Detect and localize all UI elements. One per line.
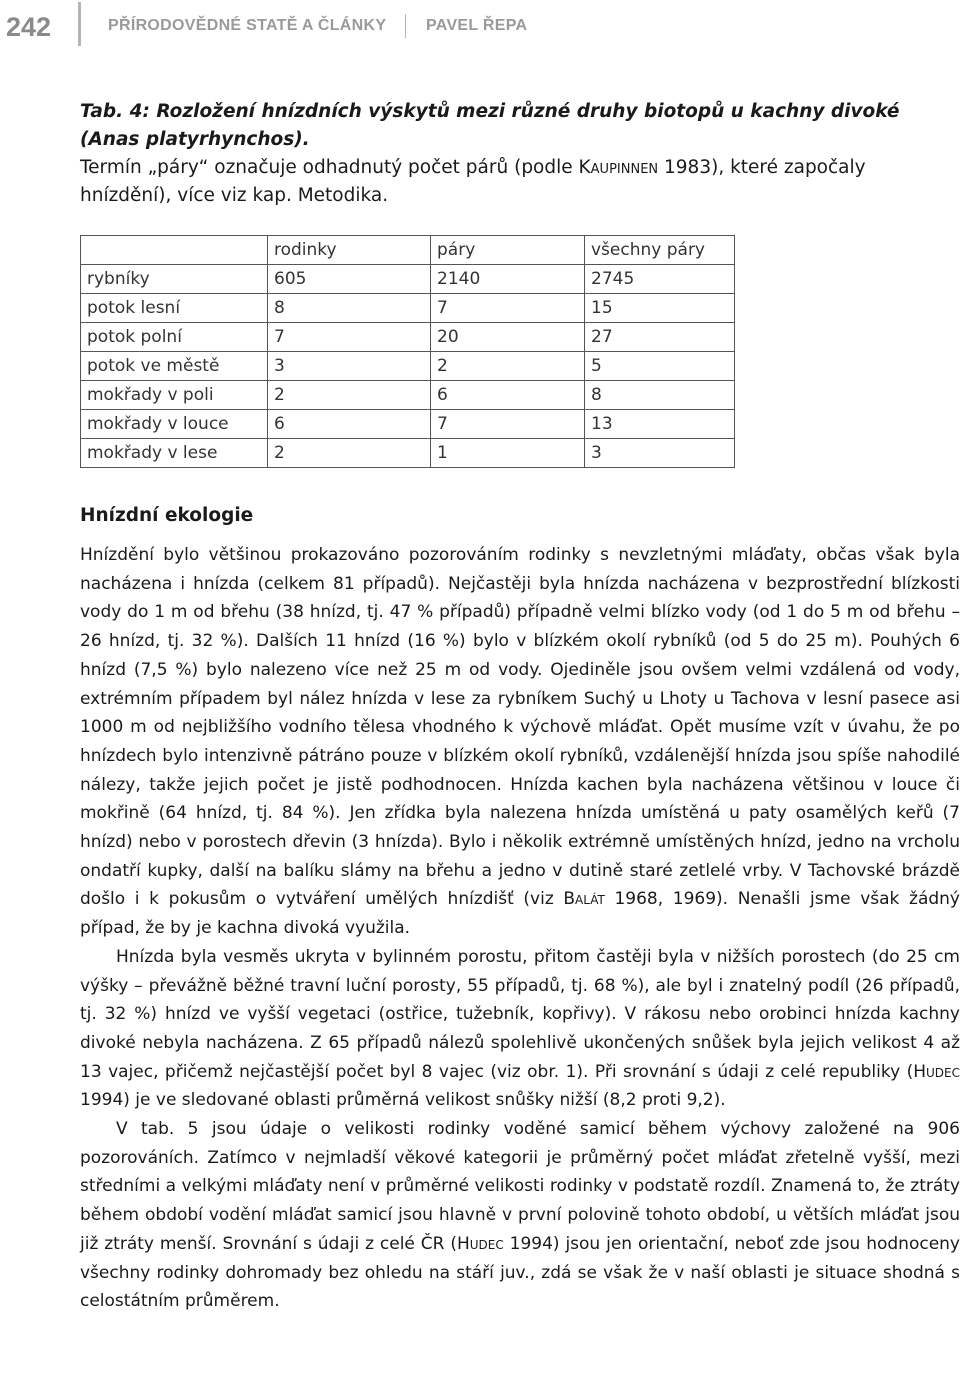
biotope-table bbox=[80, 235, 735, 468]
table-cell: 6 bbox=[268, 410, 431, 439]
table-cell: mokřady v louce bbox=[81, 410, 268, 439]
caption-note-text-end: 1983), které započaly hnízdění), více viz kap. Metodika. bbox=[80, 157, 866, 206]
paragraph bbox=[80, 1115, 960, 1316]
table-cell: 2745 bbox=[585, 265, 735, 294]
caption-title bbox=[80, 98, 960, 154]
table-cell: 27 bbox=[585, 323, 735, 352]
author-name: PAVEL ŘEPA bbox=[426, 17, 528, 34]
table-cell: 2 bbox=[431, 352, 585, 381]
table-header-cell: všechny páry bbox=[585, 236, 735, 265]
table-cell: 13 bbox=[585, 410, 735, 439]
body-text bbox=[80, 541, 960, 1316]
table-row bbox=[81, 352, 735, 381]
table-header-row bbox=[81, 236, 735, 265]
table-cell: potok ve městě bbox=[81, 352, 268, 381]
table-row bbox=[81, 265, 735, 294]
citation-author: Balát bbox=[563, 889, 605, 910]
table-row bbox=[81, 439, 735, 468]
table-cell: potok polní bbox=[81, 323, 268, 352]
table-cell: potok lesní bbox=[81, 294, 268, 323]
paragraph bbox=[80, 541, 960, 943]
caption-note-author: Kaupinnen bbox=[578, 157, 659, 178]
table-cell: 2140 bbox=[431, 265, 585, 294]
table-cell: 8 bbox=[268, 294, 431, 323]
table-cell: 1 bbox=[431, 439, 585, 468]
table-cell: 3 bbox=[268, 352, 431, 381]
table-row bbox=[81, 294, 735, 323]
section-title: PŘÍRODOVĚDNÉ STATĚ A ČLÁNKY bbox=[108, 17, 387, 34]
caption-note-text: Termín „páry“ označuje odhadnutý počet párů (podle bbox=[80, 157, 579, 178]
citation-author: Hudec bbox=[913, 1061, 960, 1082]
table-cell: 7 bbox=[431, 294, 585, 323]
paragraph-text: 1994) jsou jen orientační, neboť zde jsou hodnoceny všechny rodinky dohromady bez ohledu na stáří juv., zdá se však že v naší oblasti je situace shodná s celostátním průměrem. bbox=[80, 1233, 960, 1312]
caption-title-line2: (Anas platyrhynchos). bbox=[80, 129, 310, 150]
table-cell: 7 bbox=[268, 323, 431, 352]
table-header-cell: páry bbox=[431, 236, 585, 265]
table-cell: 20 bbox=[431, 323, 585, 352]
paragraph-text: 1968, 1969). Nenašli jsme však žádný případ, že by je kachna divoká využila. bbox=[80, 889, 960, 939]
table-row bbox=[81, 323, 735, 352]
table-cell: 15 bbox=[585, 294, 735, 323]
paragraph-text: 1994) je ve sledované oblasti průměrná velikost snůšky nižší (8,2 proti 9,2). bbox=[80, 1090, 726, 1111]
paragraph-text: V tab. 5 jsou údaje o velikosti rodinky voděné samicí během výchovy založené na 906 pozorováních. Zatímco v nejmladší věkové kategorii je průměrný počet mláďat zřetelně vyšší, mezi středními a velkými mláďaty není v průměrné velikosti rodinky v podstatě rozdíl. Znamená to, že ztráty během období vodění mláďat samicí jsou hlavně v první polovině tohoto období, u větších mláďat jsou již ztráty menší. Srovnání s údaji z celé ČR ( bbox=[80, 1119, 960, 1254]
table-cell: rybníky bbox=[81, 265, 268, 294]
running-header bbox=[0, 0, 960, 54]
table-row bbox=[81, 410, 735, 439]
table-cell: mokřady v lese bbox=[81, 439, 268, 468]
table-header-cell bbox=[81, 236, 268, 265]
table-cell: 8 bbox=[585, 381, 735, 410]
table-caption bbox=[80, 98, 960, 210]
table-cell: 605 bbox=[268, 265, 431, 294]
table-cell: 2 bbox=[268, 381, 431, 410]
paragraph-text: Hnízda byla vesměs ukryta v bylinném porostu, přitom častěji byla v nižších porostech (do 25 cm výšky – převážně běžné travní luční porosty, 55 případů, tj. 68 %), ale byl i znatelný podíl (26 případů, tj. 32 %) hnízd ve vyšší vegetaci (ostřice, tužebník, kopřivy). V rákosu nebo orobinci hnízda kachny divoké nebyla nacházena. Z 65 případů nálezů spolehlivě ukončených snůšek byla jejich velikost 4 až 13 vajec, přičemž nejčastější počet byl 8 vajec (viz obr. 1). Při srovnání s údaji z celé republiky ( bbox=[80, 946, 960, 1082]
table-cell: 2 bbox=[268, 439, 431, 468]
table-row bbox=[81, 381, 735, 410]
table-cell: 3 bbox=[585, 439, 735, 468]
paragraph bbox=[80, 943, 960, 1115]
citation-author: Hudec bbox=[456, 1233, 504, 1254]
table-cell: 6 bbox=[431, 381, 585, 410]
page-number: 242 bbox=[6, 12, 52, 42]
table-header-cell: rodinky bbox=[268, 236, 431, 265]
header-divider bbox=[78, 2, 81, 46]
section-heading: Hnízdní ekologie bbox=[80, 505, 254, 526]
table-cell: 5 bbox=[585, 352, 735, 381]
table-cell: 7 bbox=[431, 410, 585, 439]
caption-note bbox=[80, 154, 960, 210]
caption-title-line1: Tab. 4: Rozložení hnízdních výskytů mezi různé druhy biotopů u kachny divoké bbox=[80, 101, 900, 122]
table-cell: mokřady v poli bbox=[81, 381, 268, 410]
paragraph-text: Hnízdění bylo většinou prokazováno pozorováním rodinky s nevzletnými mláďaty, občas však byla nacházena i hnízda (celkem 81 případů). Nejčastěji byla hnízda nacházena v bezprostřední blízkosti vody do 1 m od břehu (38 hnízd, tj. 47 % případů) případně velmi blízko vody (od 1 do 5 m od břehu – 26 hnízd, tj. 32 %). Dalších 11 hnízd (16 %) bylo v blízkém okolí rybníků (od 5 do 25 m). Pouhých 6 hnízd (7,5 %) bylo nalezeno více než 25 m od vody. Ojediněle jsou ovšem velmi vzdálená od vody, extrémním případem byl nález hnízda v lese za rybníkem Suchý u Lhoty u Tachova v lesní pasece asi 1000 m od nejbližšího vodního tělesa vhodného k výchově mláďat. Opět musíme vzít v úvahu, že po hnízdech bylo intenzivně pátráno pouze v blízkém okolí rybníků, vzdálenější hnízda jsou spíše nahodilé nálezy, takže jejich počet je jistě podhodnocen. Hnízda kachen byla nacházena většinou v louce či mokřině (64 hnízd, tj. 84 %). Jen zřídka byla nalezena hnízda umístěná u paty osamělých keřů (7 hnízd) nebo v porostech dřevin (3 hnízda). Bylo i několik extrémně umístěných hnízd, jedno na vrcholu ondatří kupky, další na balíku slámy na břehu a jedno v dutině staré zetlelé vrby. V Tachovské brázdě došlo i k pokusům o vytváření umělých hnízdišť (viz bbox=[80, 545, 960, 910]
header-divider-small bbox=[405, 14, 406, 38]
